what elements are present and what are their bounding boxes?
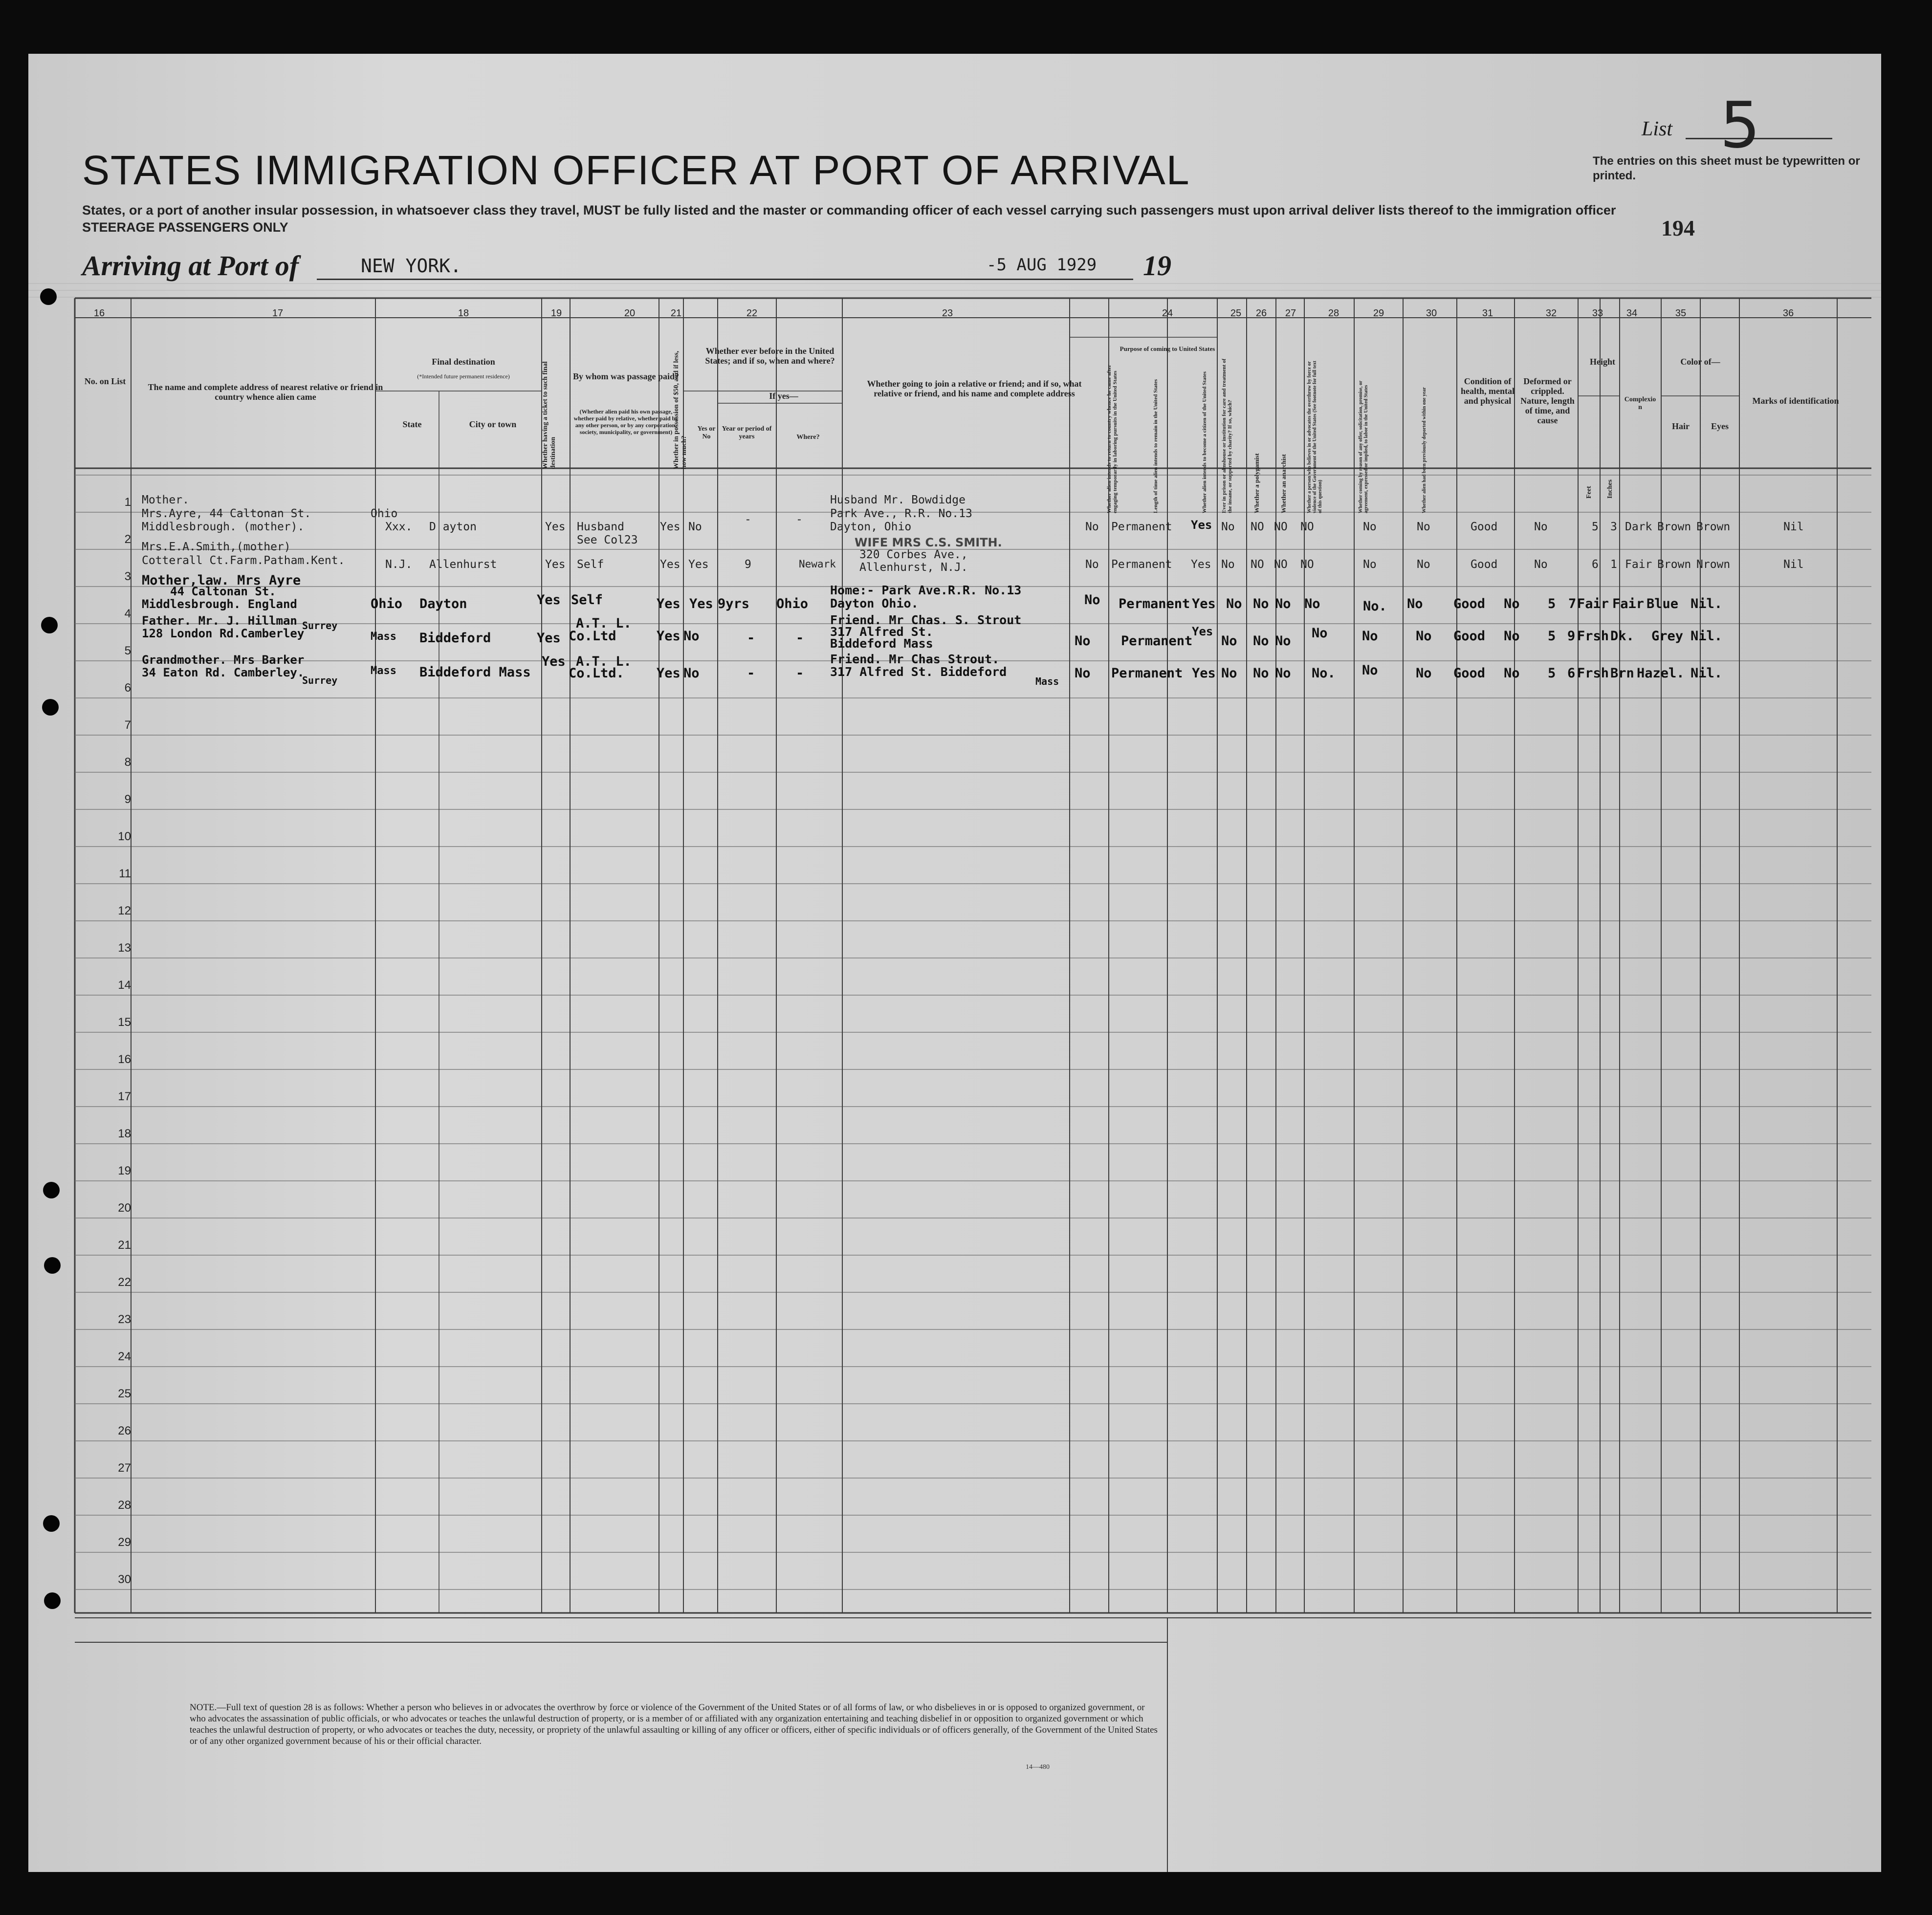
r1-offer: No <box>1363 521 1377 533</box>
r2-offer: No <box>1363 558 1377 571</box>
r4-year: - <box>747 631 755 646</box>
r5-join-line3: Mass <box>1035 675 1059 687</box>
r4-hair: Dk. <box>1610 629 1634 644</box>
colnum-16: 16 <box>93 308 105 319</box>
r3-complexion: Fair <box>1577 596 1609 611</box>
r3-relative-line3: Middlesbrough. England <box>142 597 297 611</box>
r2-before: Yes <box>688 558 709 571</box>
r3-state: Ohio <box>371 596 403 611</box>
r3-hair: Fair <box>1612 596 1645 611</box>
r4-city: Biddeford <box>419 631 491 646</box>
row-number: 28 <box>118 1499 131 1512</box>
hdr-eyes: Eyes <box>1711 421 1729 431</box>
r4-anarchist: No <box>1275 633 1291 649</box>
row-number: 23 <box>118 1313 131 1326</box>
r3-return: No <box>1084 592 1100 608</box>
hdr-health: Condition of health, mental and physical <box>1461 376 1515 406</box>
list-number: 5 <box>1720 88 1760 162</box>
r5-join-line1: Friend. Mr Chas Strout. <box>830 652 1000 666</box>
r1-citizen: Yes <box>1191 518 1212 532</box>
hdr-height: Height <box>1590 357 1615 367</box>
r5-state: Mass <box>371 665 396 677</box>
r1-paid-line2: See Col23 <box>577 534 638 546</box>
arriving-label: Arriving at Port of <box>82 250 299 282</box>
r2-complexion: Fair <box>1625 558 1652 571</box>
r3-deformed: No <box>1504 596 1520 611</box>
row-number: 12 <box>118 904 131 917</box>
r5-overthrow: No. <box>1312 666 1336 681</box>
hdr-final-destination-sub: (*Intended future permanent residence) <box>417 373 510 380</box>
row-number: 7 <box>124 718 131 732</box>
r1-deported: No <box>1417 521 1430 533</box>
r1-prison: No <box>1221 521 1235 533</box>
footnote-question-28: NOTE.—Full text of question 28 is as follows: Whether a person who believes in or advocates the overthrow by force or violence of the Government of the United States or of all forms of law, or who disbelieves in or is opposed to organized government, or who advocates the assassination of public officials, or who advocates or teaches the unlawful destruction of property, or is a member of or affiliated with any organization entertaining and teaching disbelief in or opposition to organized government or which teaches the unlawful destruction of property, or who advocates or teaches the duty, necessity, or propriety of the unlawful assaulting or killing of any officer or officers, either of specific individuals or of officers generally, of the Government of the United States or of any other organized government because of his or their official character. <box>190 1702 1158 1746</box>
hdr-color-of: Color of— <box>1680 357 1720 367</box>
r3-health: Good <box>1453 596 1486 611</box>
hdr-relative-address: The name and complete address of nearest relative or friend in country whence alien came <box>148 382 383 402</box>
colnum-28: 28 <box>1328 308 1339 319</box>
r5-year: - <box>747 666 755 681</box>
r4-ticket: Yes <box>537 631 561 646</box>
row-number: 19 <box>118 1164 131 1177</box>
hdr-ticket: Whether having a ticket to such final destination <box>542 361 557 469</box>
r2-year: 9 <box>745 558 751 571</box>
r2-fifty: Yes <box>660 558 681 571</box>
r1-overthrow: NO <box>1300 521 1314 533</box>
hdr-yes-or-no: Yes or No <box>697 425 716 440</box>
row-number: 5 <box>124 644 131 657</box>
r2-join-line2: 320 Corbes Ave., <box>859 548 968 561</box>
colnum-17: 17 <box>272 308 284 319</box>
colnum-30: 30 <box>1426 308 1437 319</box>
colnum-33: 33 <box>1592 308 1603 319</box>
colnum-24: 24 <box>1162 308 1173 319</box>
r4-fifty: Yes <box>657 629 681 644</box>
stamp-number: 194 <box>1661 216 1695 240</box>
r1-relative-line3: Middlesbrough. (mother). <box>142 521 305 533</box>
hdr-intends-return: Whether alien intends to return to country whence he came after engaging temporarily in laboring pursuits in the United States <box>1106 365 1118 513</box>
r2-join-line3: Allenhurst, N.J. <box>859 561 968 574</box>
r1-polygamist: NO <box>1251 521 1264 533</box>
punch-hole <box>42 699 59 716</box>
r4-length: Permanent <box>1121 633 1193 649</box>
r3-citizen: Yes <box>1192 596 1216 611</box>
r5-feet: 5 <box>1548 666 1556 681</box>
hdr-passage-paid: By whom was passage paid? <box>572 371 680 381</box>
r5-complexion: Frsh <box>1577 666 1609 681</box>
row-number: 27 <box>118 1461 131 1475</box>
r1-hair: Brown <box>1657 521 1691 533</box>
hdr-year: Year or period of years <box>722 425 772 440</box>
r5-eyes: Hazel. <box>1637 666 1685 681</box>
r5-paid-line2: Co.Ltd. <box>569 666 624 681</box>
form-code: 14—480 <box>1026 1763 1050 1771</box>
year-prefix: 19 <box>1143 250 1171 282</box>
r3-anarchist: No <box>1275 596 1291 611</box>
row-number: 4 <box>124 607 131 620</box>
r1-state: Ohio <box>371 507 398 520</box>
r5-anarchist: No <box>1275 666 1291 681</box>
hdr-deformed: Deformed or crippled. Nature, length of time, and cause <box>1520 376 1575 425</box>
r2-relative-line2: Cotterall Ct.Farm.Patham.Kent. <box>142 554 345 567</box>
row-number: 10 <box>118 830 131 843</box>
hdr-if-yes: If yes— <box>769 391 798 401</box>
r5-return: No <box>1075 666 1091 681</box>
r1-relative-line1: Mother. <box>142 494 189 506</box>
hdr-anarchist: Whether an anarchist <box>1280 454 1287 513</box>
colnum-32: 32 <box>1545 308 1557 319</box>
hdr-no-on-list: No. on List <box>84 376 126 386</box>
list-label: List <box>1642 118 1673 140</box>
r2-city: Allenhurst <box>429 558 497 571</box>
colnum-20: 20 <box>624 308 636 319</box>
date-stamp: -5 AUG 1929 <box>987 255 1097 275</box>
hdr-feet: Feet <box>1585 486 1593 499</box>
r5-offer: No <box>1362 663 1378 678</box>
r2-where: Newark <box>799 558 836 570</box>
row-number: 16 <box>118 1053 131 1066</box>
r4-offer: No <box>1362 629 1378 644</box>
r2-ticket: Yes <box>545 558 566 571</box>
r1-state-struck: Xxx. <box>385 521 413 533</box>
r5-paid-line1: A.T. L. <box>576 654 632 669</box>
r1-length: Permanent <box>1111 521 1172 533</box>
r2-anarchist: NO <box>1274 558 1288 571</box>
r1-fifty: Yes <box>660 521 681 533</box>
r1-health: Good <box>1471 521 1498 533</box>
hdr-ever-before: Whether ever before in the United States; and if so, when and where? <box>705 346 835 366</box>
colnum-21: 21 <box>670 308 682 319</box>
r5-deformed: No <box>1504 666 1520 681</box>
r4-relative-line3: Surrey <box>302 620 338 631</box>
r2-hair: Brown <box>1657 558 1691 571</box>
r3-ticket: Yes <box>537 592 561 608</box>
r3-inches: 7 <box>1568 596 1577 611</box>
row-number: 22 <box>118 1276 131 1289</box>
r4-state: Mass <box>371 631 396 643</box>
row-number: 11 <box>119 867 131 880</box>
r4-complexion: Frsh <box>1577 629 1609 644</box>
row-number: 17 <box>118 1090 131 1103</box>
r2-prison: No <box>1221 558 1235 571</box>
colnum-26: 26 <box>1255 308 1267 319</box>
date-underline <box>820 279 1133 280</box>
punch-hole <box>43 1182 60 1198</box>
r1-marks: Nil <box>1783 521 1804 533</box>
port-underline <box>317 279 830 280</box>
r1-complexion: Dark <box>1625 521 1652 533</box>
hdr-length-stay: Length of time alien intends to remain in the United States <box>1153 379 1159 513</box>
form-grid <box>28 54 1881 1872</box>
punch-hole <box>43 1515 60 1532</box>
colnum-27: 27 <box>1285 308 1296 319</box>
hdr-citizen: Whether alien intends to become a citizen of the United States <box>1202 371 1208 513</box>
hdr-polygamist: Whether a polygamist <box>1253 453 1260 513</box>
hdr-purpose: Purpose of coming to United States <box>1120 345 1215 352</box>
r3-offer: No. <box>1363 599 1387 614</box>
hdr-passage-paid-sub: (Whether alien paid his own passage, whether paid by relative, whether paid by any other person, or by any corporation, society, municipality, or government) <box>573 408 679 435</box>
r3-before: Yes <box>689 596 713 611</box>
r1-ticket: Yes <box>545 521 566 533</box>
hdr-prison: Ever in prison or almshouse or institution for care and treatment of the insane, or supported by charity? If so, which? <box>1221 358 1233 513</box>
r3-eyes: Blue <box>1647 596 1679 611</box>
r1-city: D ayton <box>429 521 477 533</box>
hdr-offer-labor: Whether coming by reason of any offer, solicitation, promise, or agreement, expressed or implied, to labor in the United States <box>1358 380 1369 513</box>
r4-paid-line2: Co.Ltd <box>569 629 616 644</box>
r5-length: Permanent <box>1111 666 1183 681</box>
form-title: STATES IMMIGRATION OFFICER AT PORT OF ARRIVAL <box>82 147 1190 193</box>
r5-health: Good <box>1453 666 1486 681</box>
r1-anarchist: NO <box>1274 521 1288 533</box>
r3-join-line2: Dayton Ohio. <box>830 596 919 610</box>
r2-eyes: Nrown <box>1696 558 1731 571</box>
row-number: 6 <box>124 681 131 695</box>
r5-join-line2: 317 Alfred St. Biddeford <box>830 665 1007 679</box>
row-number: 9 <box>124 793 131 806</box>
punch-hole <box>44 1592 61 1609</box>
r3-city: Dayton <box>419 596 467 611</box>
r4-feet: 5 <box>1548 629 1556 644</box>
r1-year: - <box>745 513 751 526</box>
r4-eyes: Grey <box>1651 629 1684 644</box>
row-number: 13 <box>118 941 131 955</box>
row-number: 24 <box>118 1350 131 1363</box>
form-instruction: States, or a port of another insular possession, in whatsoever class they travel, MUST be fully listed and the master or commanding officer of each vessel carrying such passengers must upon arrival deliver lists thereof to the immigration officer <box>82 203 1616 218</box>
r4-polygamist: No <box>1253 633 1269 649</box>
r4-where: - <box>796 631 804 646</box>
r4-citizen: Yes <box>1192 625 1213 638</box>
hdr-overthrow: Whether a person who believes in or advocates the overthrow by force or violence of the Government of the United States (See footnote for full text of this question) <box>1307 361 1323 513</box>
r3-prison: No <box>1226 596 1242 611</box>
r5-relative-line1: Grandmother. Mrs Barker <box>142 653 305 667</box>
r5-polygamist: No <box>1253 666 1269 681</box>
r1-join-line3: Dayton, Ohio <box>830 521 912 533</box>
r2-relative-line1: Mrs.E.A.Smith,(mother) <box>142 541 291 553</box>
hdr-state: State <box>402 419 422 429</box>
r3-feet: 5 <box>1548 596 1556 611</box>
r1-join-line1: Husband Mr. Bowdidge <box>830 494 966 506</box>
row-number: 14 <box>118 979 131 992</box>
r5-marks: Nil. <box>1690 666 1723 681</box>
r5-relative-line2: 34 Eaton Rd. Camberley. <box>142 666 305 679</box>
r4-paid-line1: A.T. L. <box>576 616 632 631</box>
r4-deformed: No <box>1504 629 1520 644</box>
r1-return: No <box>1085 521 1099 533</box>
r4-marks: Nil. <box>1690 629 1723 644</box>
r3-where: Ohio <box>776 596 809 611</box>
r3-paid: Self <box>571 592 603 608</box>
hdr-city: City or town <box>469 419 517 429</box>
r4-relative-line1: Father. Mr. J. Hillman <box>142 614 297 628</box>
hdr-deported: Whether alien had been previously deported within one year <box>1422 387 1427 513</box>
r4-join-line3: Biddeford Mass <box>830 636 933 651</box>
r5-citizen: Yes <box>1192 666 1216 681</box>
row-number: 26 <box>118 1424 131 1437</box>
r4-inches: 9 <box>1567 629 1576 644</box>
r1-where: - <box>796 513 803 526</box>
steerage-label: STEERAGE PASSENGERS ONLY <box>82 220 288 235</box>
r2-join-handwritten: WIFE MRS C.S. SMITH. <box>855 536 1002 549</box>
hdr-inches: Inches <box>1606 479 1614 499</box>
r2-state: N.J. <box>385 558 413 571</box>
r2-paid: Self <box>577 558 604 571</box>
row-number: 18 <box>118 1127 131 1140</box>
r5-prison: No <box>1221 666 1237 681</box>
row-number: 8 <box>124 756 131 769</box>
r1-feet: 5 <box>1592 521 1599 533</box>
row-number: 30 <box>118 1573 131 1586</box>
r3-year: 9yrs <box>718 596 750 611</box>
r1-eyes: Brown <box>1696 521 1731 533</box>
hdr-fifty-dollars: Whether in possession of $50, and if less, how much? <box>673 350 688 469</box>
port-value: NEW YORK. <box>361 255 461 277</box>
colnum-19: 19 <box>550 308 562 319</box>
punch-hole <box>41 617 58 633</box>
r3-polygamist: No <box>1253 596 1269 611</box>
r4-relative-line2: 128 London Rd.Camberley <box>142 627 305 640</box>
r2-marks: Nil <box>1783 558 1804 571</box>
punch-hole <box>40 288 57 305</box>
hdr-complexion: Complexion <box>1624 396 1656 411</box>
r1-paid-line1: Husband <box>577 521 624 533</box>
r2-deported: No <box>1417 558 1430 571</box>
colnum-22: 22 <box>746 308 758 319</box>
r4-overthrow: No <box>1312 626 1328 641</box>
r4-return: No <box>1075 633 1091 649</box>
r2-citizen: Yes <box>1191 558 1211 571</box>
r1-before: No <box>688 521 702 533</box>
manifest-sheet <box>28 54 1881 1872</box>
r4-before: No <box>683 629 700 644</box>
r2-length: Permanent <box>1111 558 1172 571</box>
row-number: 2 <box>124 533 131 546</box>
row-number: 3 <box>124 570 131 583</box>
row-number: 20 <box>118 1201 131 1215</box>
r2-inches: 1 <box>1610 558 1617 571</box>
r4-deported: No <box>1416 629 1432 644</box>
r2-feet: 6 <box>1592 558 1599 571</box>
hdr-hair: Hair <box>1672 421 1690 431</box>
r2-deformed: No <box>1534 558 1548 571</box>
r5-hair: Brn <box>1610 666 1634 681</box>
r2-health: Good <box>1471 558 1498 571</box>
r3-relative-line1: Mother,law. Mrs Ayre <box>142 573 301 588</box>
colnum-18: 18 <box>458 308 469 319</box>
r5-deported: No <box>1416 666 1432 681</box>
colnum-36: 36 <box>1782 308 1794 319</box>
colnum-31: 31 <box>1482 308 1493 319</box>
r4-health: Good <box>1453 629 1486 644</box>
r5-inches: 6 <box>1567 666 1576 681</box>
colnum-25: 25 <box>1230 308 1242 319</box>
r3-overthrow: No <box>1304 596 1320 611</box>
hdr-join-relative: Whether going to join a relative or friend; and if so, what relative or friend, and his name and complete address <box>867 379 1082 398</box>
row-number: 29 <box>118 1536 131 1549</box>
r5-relative-line3: Surrey <box>302 675 338 686</box>
r2-return: No <box>1085 558 1099 571</box>
r2-polygamist: NO <box>1251 558 1264 571</box>
row-number: 25 <box>118 1387 131 1400</box>
r1-deformed: No <box>1534 521 1548 533</box>
colnum-34: 34 <box>1626 308 1638 319</box>
r4-prison: No <box>1221 633 1237 649</box>
r3-fifty: Yes <box>657 596 681 611</box>
r4-join-line1: Friend. Mr Chas. S. Strout <box>830 613 1022 627</box>
r3-relative-line2: 44 Caltonan St. <box>170 585 276 598</box>
r5-where: - <box>796 666 804 681</box>
hdr-final-destination: Final destination <box>432 357 495 367</box>
hdr-marks: Marks of identification <box>1752 396 1839 406</box>
colnum-35: 35 <box>1675 308 1687 319</box>
row-number: 15 <box>118 1016 131 1029</box>
r3-join-line1: Home:- Park Ave.R.R. No.13 <box>830 583 1022 597</box>
r5-fifty: Yes <box>657 666 681 681</box>
row-number: 1 <box>124 496 131 509</box>
hdr-where: Where? <box>796 434 820 441</box>
r5-before: No <box>683 666 700 681</box>
r3-deported: No <box>1407 596 1423 611</box>
r2-overthrow: NO <box>1300 558 1314 571</box>
r3-marks: Nil. <box>1690 596 1723 611</box>
r5-city: Biddeford Mass <box>419 665 531 680</box>
r1-inches: 3 <box>1610 521 1617 533</box>
colnum-23: 23 <box>942 308 953 319</box>
list-note: The entries on this sheet must be typewritten or printed. <box>1593 154 1860 182</box>
colnum-29: 29 <box>1373 308 1384 319</box>
r3-length: Permanent <box>1119 596 1190 611</box>
row-number: 21 <box>118 1239 131 1252</box>
r4-join-line2: 317 Alfred St. <box>830 625 933 639</box>
r1-join-line2: Park Ave., R.R. No.13 <box>830 507 972 520</box>
punch-hole <box>44 1257 61 1274</box>
r1-relative-line2: Mrs.Ayre, 44 Caltonan St. <box>142 507 311 520</box>
r5-ticket: Yes <box>542 654 566 669</box>
